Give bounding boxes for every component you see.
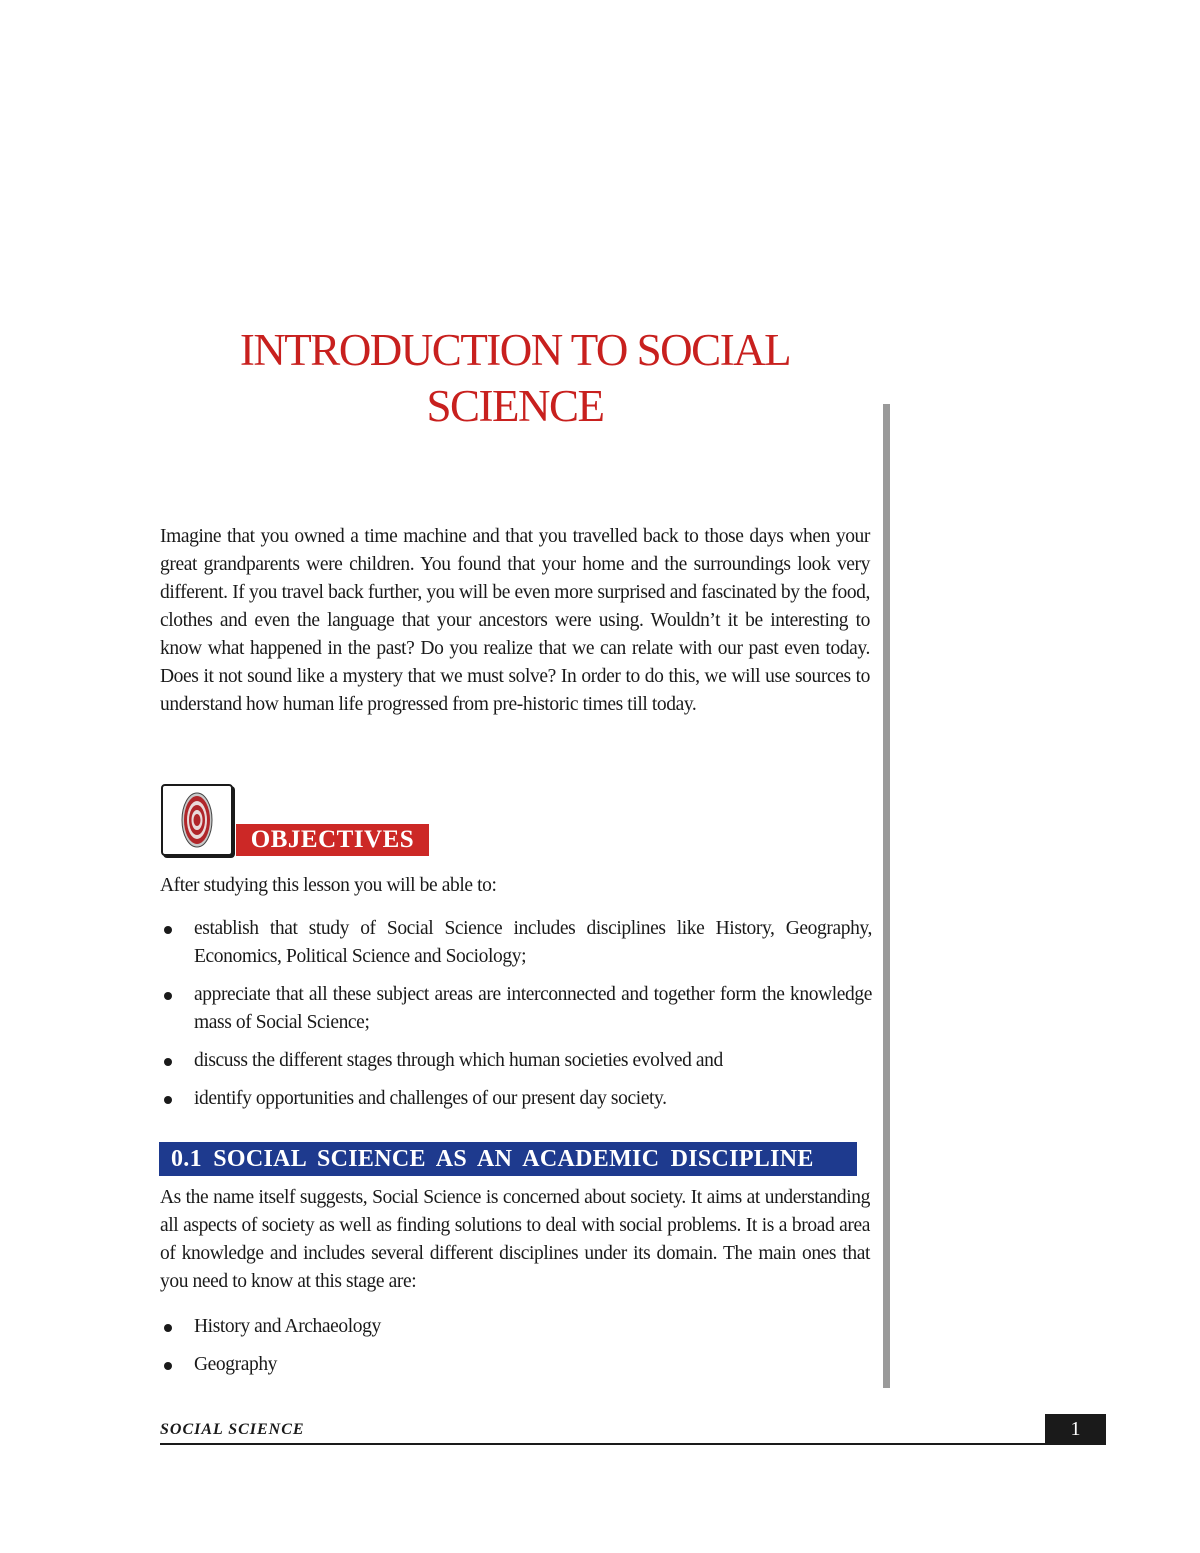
list-item bbox=[160, 1313, 872, 1341]
intro-paragraph: Imagine that you owned a time machine and that you travelled back to those days when your great grandparents were children. You found that your home and the surroundings look very different. If you travel back further, you will be even more surprised and fascinated by the food, clothes and even the language that your ancestors were using. Wouldn’t it be interesting to know what happened in the past? Do you realize that we can relate with our past even today. Does it not sound like a mystery that we must solve? In order to do this, we will use sources to understand how human life progressed from pre-historic times till today. bbox=[160, 526, 870, 715]
section-heading: 0.1 SOCIAL SCIENCE AS AN ACADEMIC DISCIPLINE bbox=[159, 1142, 857, 1176]
target-icon-graphic bbox=[163, 786, 231, 854]
page-title-line-1: INTRODUCTION TO SOCIAL bbox=[239, 325, 791, 375]
list-item-text: discuss the different stages through which human societies evolved and bbox=[194, 1050, 723, 1071]
bullet-icon bbox=[164, 992, 172, 1000]
page-title-line-2: SCIENCE bbox=[426, 381, 604, 431]
list-item bbox=[160, 1085, 872, 1113]
list-item-text: History and Archaeology bbox=[194, 1316, 381, 1337]
list-item bbox=[160, 1351, 872, 1379]
bullet-icon bbox=[164, 1362, 172, 1370]
list-item bbox=[160, 1047, 872, 1075]
list-item bbox=[160, 981, 872, 1037]
bullet-icon bbox=[164, 926, 172, 934]
list-item-text: appreciate that all these subject areas are interconnected and together form the knowledge mass of Social Science; bbox=[194, 984, 872, 1033]
bullet-icon bbox=[164, 1058, 172, 1066]
objectives-list bbox=[160, 915, 872, 1123]
target-icon bbox=[161, 784, 233, 856]
objectives-heading: OBJECTIVES bbox=[236, 824, 429, 856]
footer-rule bbox=[160, 1443, 1106, 1445]
list-item-text: identify opportunities and challenges of our present day society. bbox=[194, 1088, 667, 1109]
bullet-icon bbox=[164, 1324, 172, 1332]
section-paragraph: As the name itself suggests, Social Science is concerned about society. It aims at understanding all aspects of society as well as finding solutions to deal with social problems. It is a broad area of knowledge and includes several different disciplines under its domain. The main ones that you need to know at this stage are: bbox=[160, 1187, 870, 1292]
page-title bbox=[160, 322, 870, 434]
list-item bbox=[160, 915, 872, 971]
discipline-list bbox=[160, 1313, 872, 1389]
bullet-icon bbox=[164, 1096, 172, 1104]
objectives-lead: After studying this lesson you will be able to: bbox=[160, 875, 497, 896]
page-number: 1 bbox=[1045, 1414, 1106, 1445]
list-item-text: establish that study of Social Science includes disciplines like History, Geography, Economics, Political Science and Sociology; bbox=[194, 918, 872, 967]
list-item-text: Geography bbox=[194, 1354, 278, 1375]
margin-rule bbox=[883, 404, 890, 1388]
footer-label: SOCIAL SCIENCE bbox=[160, 1421, 305, 1438]
